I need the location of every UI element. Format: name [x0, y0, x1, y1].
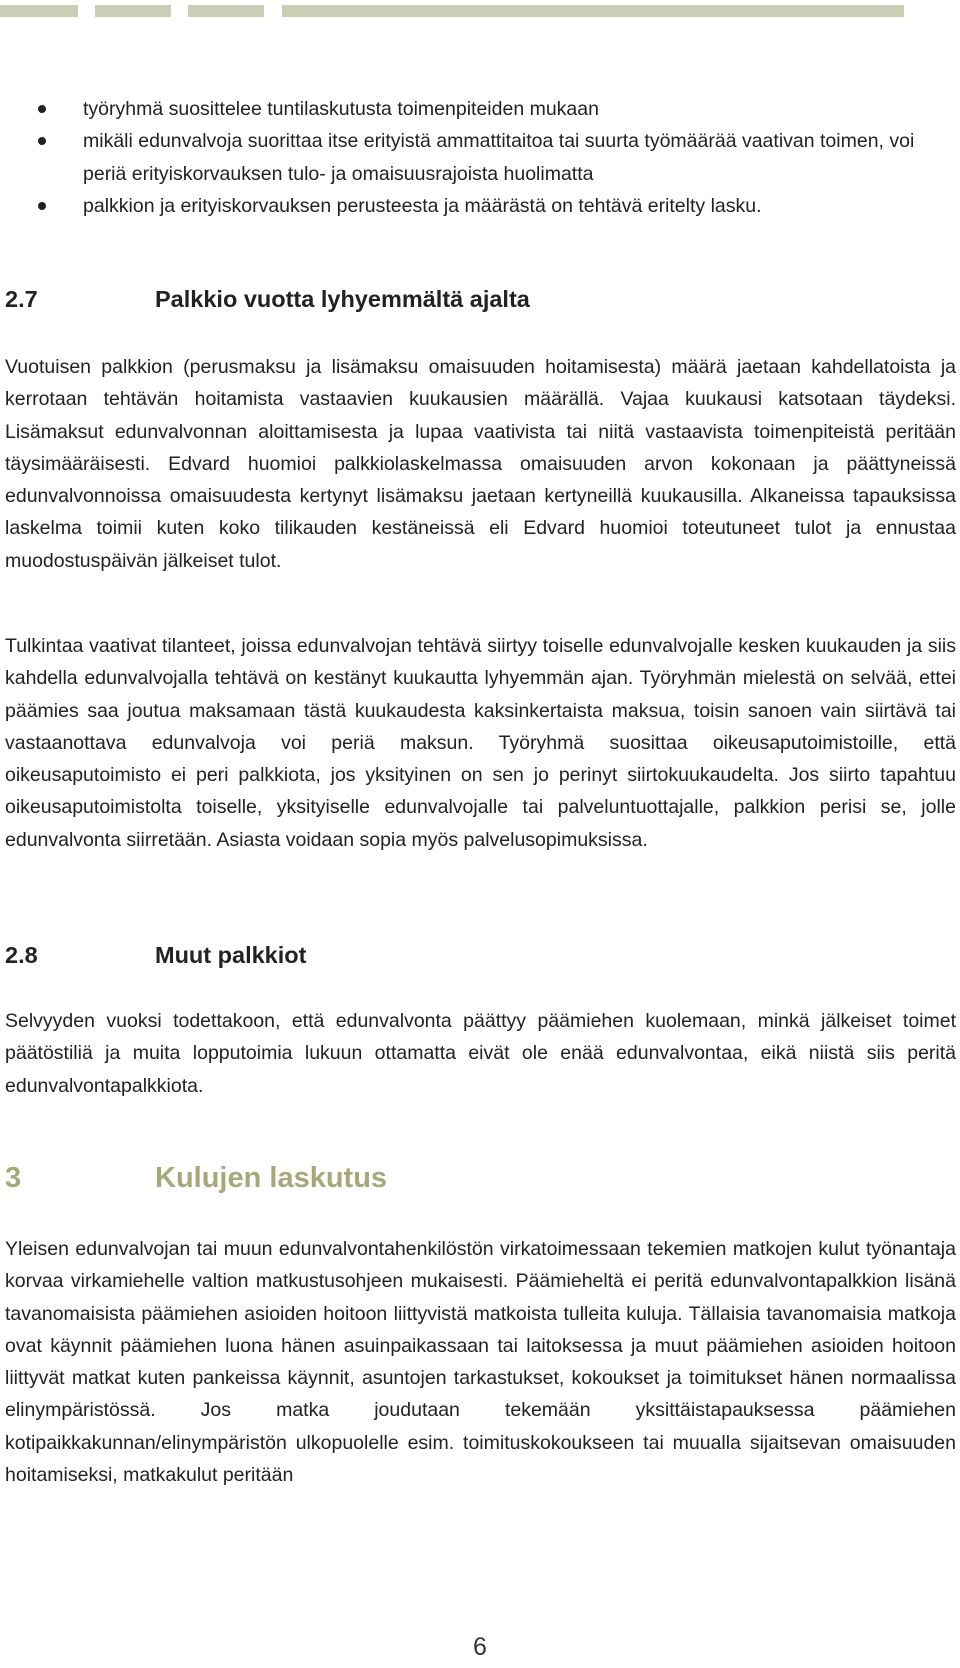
chapter-number: 3: [5, 1162, 22, 1194]
paragraph: Tulkintaa vaativat tilanteet, joissa edunvalvojan tehtävä siirtyy toiselle edunvalvojalle kesken kuukauden ja siis kahdella edunvalvojalla tehtävä on kestänyt kuukautta lyhyemmän ajan. Työryhmän mielestä on selvää, ettei päämies saa joutua maksamaan tästä kuukaudesta kaksinkertaista maksua, toisin sanoen vain siirtävä tai vastaanottava edunvalvoja voi periä maksun. Työryhmä suosittaa oikeusaputoimistoille, että oikeusaputoimisto ei peri palkkiota, jos yksityinen on sen jo perinyt siirtokuukaudelta. Jos siirto tapahtuu oikeusaputoimistolta toiselle, yksityiselle edunvalvojalle tai palveluntuottajalle, palkkion perisi se, jolle edunvalvonta siirretään. Asiasta voidaan sopia myös palvelusopimuksissa.: [5, 635, 956, 851]
header-rule-segment: [188, 5, 264, 17]
bullet-item: [38, 125, 956, 190]
section-heading-2-8: [5, 942, 306, 969]
section-title: Palkkio vuotta lyhyemmältä ajalta: [155, 286, 530, 312]
bullet-text: työryhmä suosittelee tuntilaskutusta toimenpiteiden mukaan: [83, 98, 599, 120]
section-number: 2.7: [5, 286, 38, 312]
paragraph: Yleisen edunvalvojan tai muun edunvalvontahenkilöstön virkatoimessaan tekemien matkojen kulut työnantaja korvaa virkamiehelle valtion matkustusohjeen mukaisesti. Päämieheltä ei peritä edunvalvontapalkkion lisänä tavanomaisista päämiehen asioiden hoitoon liittyvistä matkoista tulleita kuluja. Tällaisia tavanomaisia matkoja ovat käynnit päämiehen luona hänen asuinpaikassaan tai laitoksessa ja muut päämiehen asioiden hoitoon liittyvät matkat kuten pankeissa käynnit, asuntojen tarkastukset, kokoukset ja toimitukset hänen normaalissa elinympäristössä. Jos matka joudutaan tekemään yksittäistapauksessa päämiehen kotipaikkakunnan/elinympäristön ulkopuolelle esim. toimituskokoukseen tai muualla sijaitsevan omaisuuden hoitamiseksi, matkakulut peritään: [5, 1238, 956, 1487]
header-rule-segment: [95, 5, 171, 17]
bullet-list: [38, 93, 956, 222]
bullet-text: mikäli edunvalvoja suorittaa itse erityistä ammattitaitoa tai suurta työmäärää vaativan toimen, voi periä erityiskorvauksen tulo- ja omaisuusrajoista huolimatta: [83, 130, 915, 185]
bullet-icon: [38, 202, 46, 210]
header-rule-segment: [282, 5, 904, 17]
paragraph: Selvyyden vuoksi todettakoon, että edunvalvonta päättyy päämiehen kuolemaan, minkä jälkeiset toimet päätöstiliä ja muita lopputoimia lukuun ottamatta eivät ole enää edunvalvontaa, eikä niistä siis peritä edunvalvontapalkkiota.: [5, 1010, 956, 1097]
bullet-item: [38, 93, 956, 125]
bullet-icon: [38, 137, 46, 145]
bullet-icon: [38, 105, 46, 113]
chapter-title: Kulujen laskutus: [155, 1162, 388, 1194]
bullet-text: palkkion ja erityiskorvauksen perusteesta ja määrästä on tehtävä eritelty lasku.: [83, 194, 762, 217]
paragraph: Vuotuisen palkkion (perusmaksu ja lisämaksu omaisuuden hoitamisesta) määrä jaetaan kahdellatoista ja kerrotaan tehtävän hoitamista vastaavien kuukausien määrällä. Vajaa kuukausi katsotaan täydeksi. Lisämaksut edunvalvonnan aloittamisesta ja lupaa vaativista tai niitä vastaavista toimenpiteistä peritään täysimääräisesti. Edvard huomioi palkkiolaskelmassa omaisuuden arvon kokonaan ja päättyneissä edunvalvonnoissa omaisuudesta kertynyt lisämaksu jaetaan kertyneillä kuukausilla. Alkaneissa tapauksissa laskelma toimii kuten koko tilikauden kestäneissä eli Edvard huomioi toteutuneet tulot ja ennustaa muodostuspäivän jälkeiset tulot.: [5, 356, 956, 572]
chapter-heading-3: [5, 1162, 387, 1195]
section-title: Muut palkkiot: [155, 942, 307, 968]
page-number: 6: [473, 1633, 487, 1661]
section-heading-2-7: [5, 286, 530, 313]
header-rule-segment: [0, 5, 78, 17]
bullet-item: [38, 190, 956, 222]
section-number: 2.8: [5, 942, 38, 968]
